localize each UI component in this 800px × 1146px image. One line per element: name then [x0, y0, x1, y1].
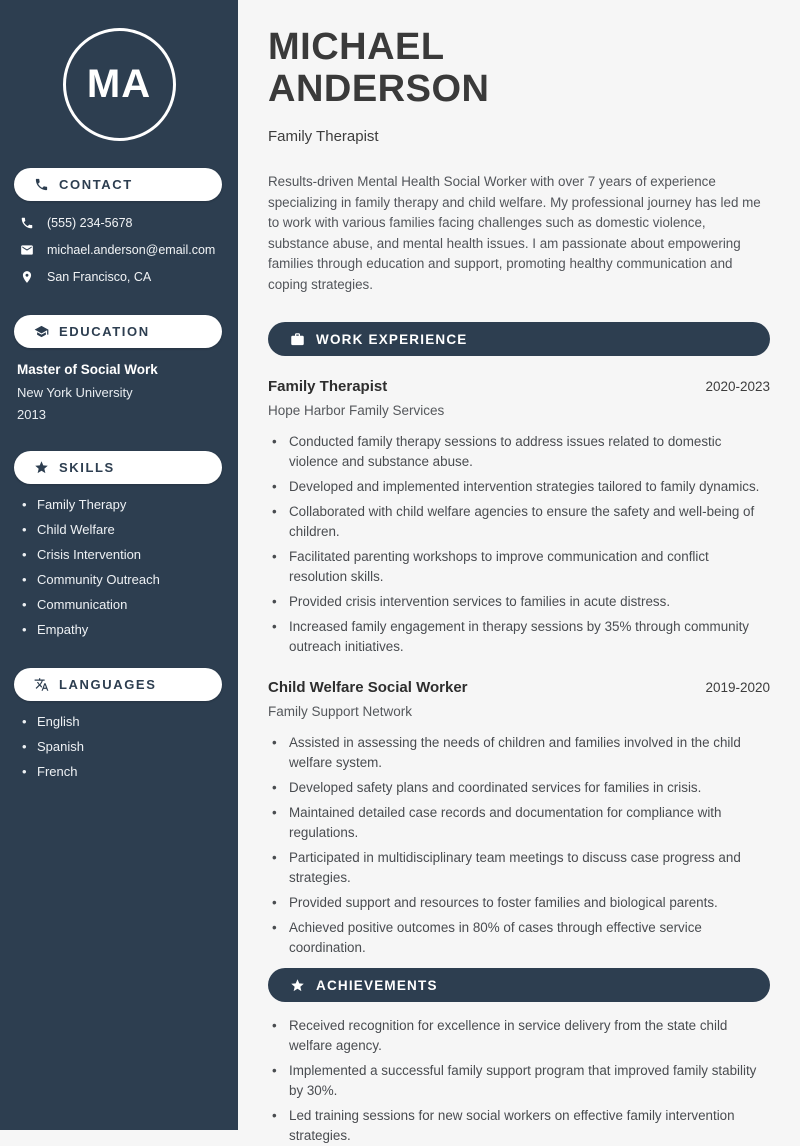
work-experience-header-label: WORK EXPERIENCE	[316, 331, 468, 347]
languages-section-header	[14, 668, 222, 701]
star-icon	[34, 460, 49, 475]
language-item: • English	[22, 715, 222, 728]
job-bullet: • Participated in multidisciplinary team meetings to discuss case progress and strategies.	[272, 848, 770, 888]
contact-email-value: michael.anderson@email.com	[47, 243, 216, 257]
sidebar	[0, 0, 238, 1130]
job-bullet: • Achieved positive outcomes in 80% of cases through effective service coordination.	[272, 918, 770, 958]
education-header-label: EDUCATION	[59, 324, 150, 339]
location-icon	[20, 270, 34, 284]
contact-list	[0, 216, 238, 284]
job-company: Hope Harbor Family Services	[268, 403, 445, 418]
achievement-bullet: • Received recognition for excellence in service delivery from the state child welfare agency.	[272, 1016, 770, 1056]
skill-item: • Community Outreach	[22, 573, 222, 586]
skill-item: • Child Welfare	[22, 523, 222, 536]
achievements-list	[268, 1016, 770, 1146]
skills-header-label: SKILLS	[59, 460, 115, 475]
profile-summary: Results-driven Mental Health Social Worker with over 7 years of experience specializing in family therapy and child welfare. My professional journey has led me to work with various families facing challenges such as domestic violence, substance abuse, and mental health issues. I am passionate about empowering families through education and support, promoting healthy communication and coping strategies.	[268, 174, 761, 292]
job-entry	[268, 679, 770, 958]
job-entry	[268, 378, 770, 657]
contact-location-value: San Francisco, CA	[47, 270, 152, 284]
work-experience-section-header	[268, 322, 770, 356]
job-title: Child Welfare Social Worker	[268, 679, 468, 696]
contact-location	[0, 270, 238, 284]
achievement-bullet: • Implemented a successful family support program that improved family stability by 30%.	[272, 1061, 770, 1101]
job-bullet: • Developed safety plans and coordinated services for families in crisis.	[272, 778, 770, 798]
candidate-name: MICHAEL ANDERSON	[268, 26, 490, 110]
achievements-section-header	[268, 968, 770, 1002]
mail-icon	[20, 243, 34, 257]
job-bullet: • Assisted in assessing the needs of children and families involved in the child welfare system.	[272, 733, 770, 773]
contact-phone	[0, 216, 238, 230]
education-year: 2013	[17, 407, 46, 422]
job-dates: 2020-2023	[705, 379, 770, 394]
avatar-initials: MA	[63, 28, 176, 141]
translate-icon	[34, 677, 49, 692]
contact-email	[0, 243, 238, 257]
job-bullet-list	[268, 432, 770, 657]
job-header	[268, 378, 770, 395]
job-bullet: • Increased family engagement in therapy sessions by 35% through community outreach initiatives.	[272, 617, 770, 657]
education-entry	[0, 348, 238, 422]
skill-item: • Family Therapy	[22, 498, 222, 511]
skill-item: • Empathy	[22, 623, 222, 636]
achievement-bullet: • Led training sessions for new social workers on effective family intervention strategies.	[272, 1106, 770, 1146]
avatar	[0, 28, 238, 141]
job-title: Family Therapist	[268, 378, 388, 395]
star-icon	[290, 978, 305, 993]
job-bullet: • Conducted family therapy sessions to address issues related to domestic violence and substance abuse.	[272, 432, 770, 472]
languages-list	[0, 701, 238, 778]
phone-icon	[34, 177, 49, 192]
skills-list	[0, 484, 238, 636]
job-bullet: • Provided crisis intervention services to families in acute distress.	[272, 592, 770, 612]
job-company: Family Support Network	[268, 704, 413, 719]
phone-icon	[20, 216, 34, 230]
skill-item: • Communication	[22, 598, 222, 611]
job-bullet: • Maintained detailed case records and documentation for compliance with regulations.	[272, 803, 770, 843]
contact-header-label: CONTACT	[59, 177, 133, 192]
language-item: • French	[22, 765, 222, 778]
job-dates: 2019-2020	[705, 680, 770, 695]
education-degree: Master of Social Work	[17, 362, 158, 377]
job-bullet: • Facilitated parenting workshops to improve communication and conflict resolution skills.	[272, 547, 770, 587]
skills-section-header	[14, 451, 222, 484]
contact-section-header	[14, 168, 222, 201]
job-bullet-list	[268, 733, 770, 958]
job-bullet: • Provided support and resources to foster families and biological parents.	[272, 893, 770, 913]
achievements-header-label: ACHIEVEMENTS	[316, 977, 438, 993]
job-header	[268, 679, 770, 696]
education-section-header	[14, 315, 222, 348]
briefcase-icon	[290, 332, 305, 347]
education-school: New York University	[17, 385, 133, 400]
language-item: • Spanish	[22, 740, 222, 753]
job-bullet: • Collaborated with child welfare agencies to ensure the safety and well-being of children.	[272, 502, 770, 542]
languages-header-label: LANGUAGES	[59, 677, 157, 692]
main-content	[238, 0, 800, 1143]
job-bullet: • Developed and implemented intervention strategies tailored to family dynamics.	[272, 477, 770, 497]
skill-item: • Crisis Intervention	[22, 548, 222, 561]
contact-phone-value: (555) 234-5678	[47, 216, 133, 230]
candidate-title: Family Therapist	[268, 128, 379, 145]
graduation-cap-icon	[34, 324, 49, 339]
